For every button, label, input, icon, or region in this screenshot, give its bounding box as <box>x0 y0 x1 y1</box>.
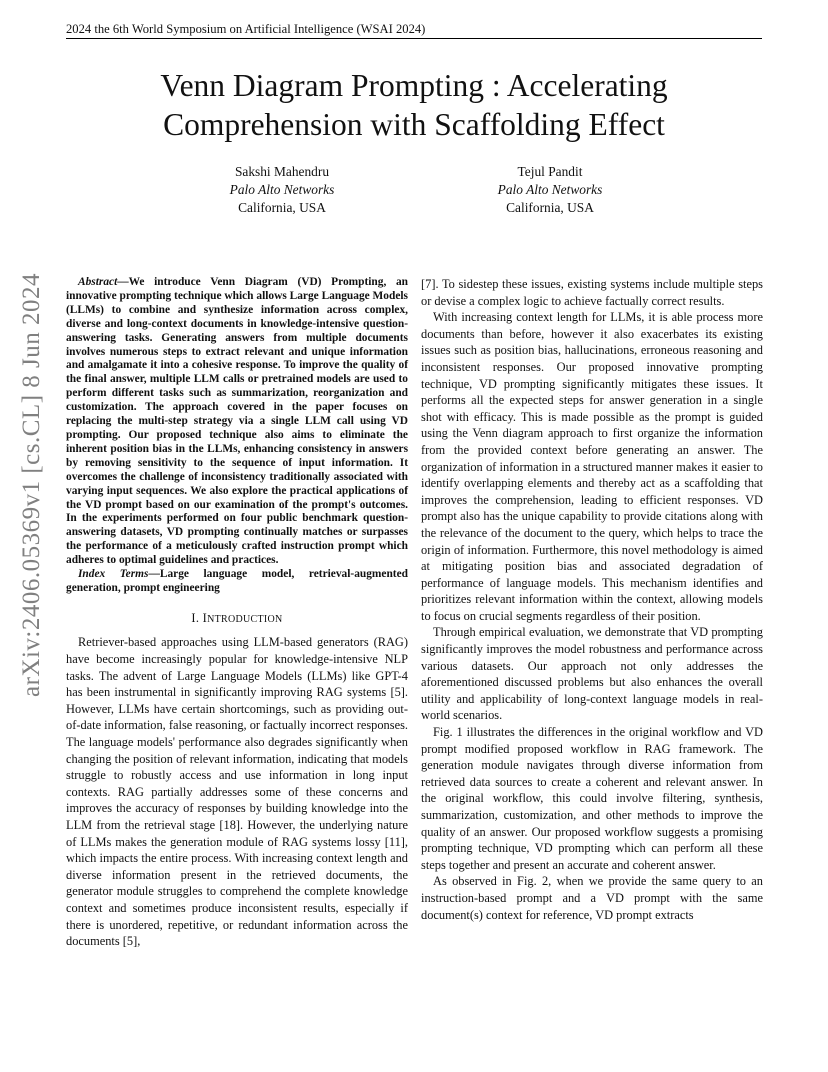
title-line-1: Venn Diagram Prompting : Accelerating <box>160 68 668 103</box>
author-block-1 <box>172 163 392 217</box>
section-heading-introduction <box>66 610 408 629</box>
header-rule <box>66 38 762 39</box>
author-affiliation: Palo Alto Networks <box>229 182 335 197</box>
body-paragraph: As observed in Fig. 2, when we provide the same query to an instruction-based prompt and a VD prompt with the same document(s) context for reference, VD prompt extracts <box>421 874 763 922</box>
section-numeral: I. <box>191 610 203 625</box>
arxiv-stamp-text: arXiv:2406.05369v1 [cs.CL] 8 Jun 2024 <box>18 272 45 698</box>
running-header: 2024 the 6th World Symposium on Artificial Intelligence (WSAI 2024) <box>66 22 426 36</box>
body-paragraph: Through empirical evaluation, we demonstrate that VD prompting significantly improves the model robustness and performance across various datasets. Our approach not only addresses the aforementioned discussed problems but also enhances the overall utility and applicability of long-context language models in real-world scenarios. <box>421 625 763 723</box>
index-terms <box>66 568 408 596</box>
author-location: California, USA <box>506 200 594 215</box>
body-paragraph: [7]. To sidestep these issues, existing systems include multiple steps or devise a complex logic to achieve factually correct results. <box>421 277 763 308</box>
paper-title <box>66 66 762 144</box>
author-location: California, USA <box>238 200 326 215</box>
abstract-text: —We introduce Venn Diagram (VD) Prompting, an innovative prompting technique which allows Large Language Models (LLMs) to combine and synthesize information across complex, diverse and long-context documents in knowledge-intensive question-answering tasks. Generating answers from multiple documents involves numerous steps to extract relevant and unique information and amalgamate it into a cohesive response. To improve the quality of the final answer, multiple LLM calls or pretrained models are used to perform different tasks such as summarization, reorganization and customization. The approach covered in the paper focuses on replacing the multi-step strategy via a single LLM call using VD prompting. Our proposed technique also aims to eliminate the inherent position bias in the LLMs, enhancing consistency in answers by removing sensitivity to the sequence of input information. It overcomes the challenge of inconsistency traditionally associated with varying input sequences. We also explore the practical applications of the VD prompt based on our examination of the prompt's outcomes. In the experiments performed on four public benchmark question-answering datasets, VD prompting continually matches or surpasses the performance of a meticulously crafted instruction prompt which adheres to optimal guidelines and practices. <box>66 276 408 567</box>
body-paragraph: Fig. 1 illustrates the differences in the original workflow and VD prompt modified proposed workflow in RAG framework. The generation module navigates through diverse information from retrieved data sources to create a coherent and relevant answer. In the original workflow, this could involve filtering, synthesis, summarization, customization, and other methods to improve the quality of an answer. Our proposed workflow suggests a promising prompting technique, VD prompting which can perform all these steps together and present an accurate and coherent answer. <box>421 725 763 872</box>
index-terms-text: —Large language model, retrieval-augmented generation, prompt engineering <box>66 568 408 594</box>
section-first-letter: I <box>202 610 208 625</box>
index-terms-label: Index Terms <box>78 568 149 581</box>
body-paragraph: Retriever-based approaches using LLM-based generators (RAG) have become increasingly popular for knowledge-intensive NLP tasks. The advent of Large Language Models (LLMs) like GPT-4 has been instrumental in significantly improving RAG systems [5]. However, LLMs have certain shortcomings, such as providing out-of-date information, false reasoning, or factually incorrect responses. The language models' performance also degrades significantly when changing the position of relevant information, indicating that models struggle to robustly access and use information in long input contexts. RAG partially addresses some of these concerns and improves the accuracy of responses by building knowledge into the LLM from the retrieval stage [18]. However, the underlying nature of LLMs makes the generation module of RAG systems lossy [11], which impacts the entire process. With increasing context length and diverse information present in the retrieved documents, the generator module struggles to comprehend the complete knowledge context and sometimes produce inconsistent results, especially if there is unordered, repetitive, or redundant information across the documents [5], <box>66 635 408 949</box>
author-name: Tejul Pandit <box>517 164 583 179</box>
left-column <box>66 276 408 950</box>
arxiv-stamp <box>10 272 54 698</box>
body-paragraph: With increasing context length for LLMs, it is able process more documents than before, however it also exacerbates its existing issues such as position bias, hallucinations, erroneous reasoning and inconsistent responses. Our proposed innovative prompting technique, VD prompting significantly mitigates these issues. It performs all the expected steps for answer generation in a single shot with efficacy. This is made possible as the prompt is guided using the Venn diagram approach to first organize the information from the provided context before generating an answer. The organization of information in a structured manner makes it easier to identify overlapping elements and thereby act as a scaffolding that improves the comprehension, leading to efficient responses. VD prompt also has the unique capability to provide citations along with the relevance of the document to the query, which helps to trace the origin of information. Furthermore, this novel methodology is aimed at mitigating position bias and associated degradation of performance of language models. This mechanism identifies and prioritizes relevant information within the context, allowing models to focus on crucial segments regardless of their position. <box>421 310 763 623</box>
author-name: Sakshi Mahendru <box>234 164 330 179</box>
title-line-2: Comprehension with Scaffolding Effect <box>163 107 665 142</box>
author-affiliation: Palo Alto Networks <box>497 182 603 197</box>
abstract <box>66 276 408 568</box>
author-block-2 <box>440 163 660 217</box>
right-column <box>421 276 763 923</box>
section-title-rest: NTRODUCTION <box>207 613 283 625</box>
abstract-label: Abstract <box>78 276 118 288</box>
